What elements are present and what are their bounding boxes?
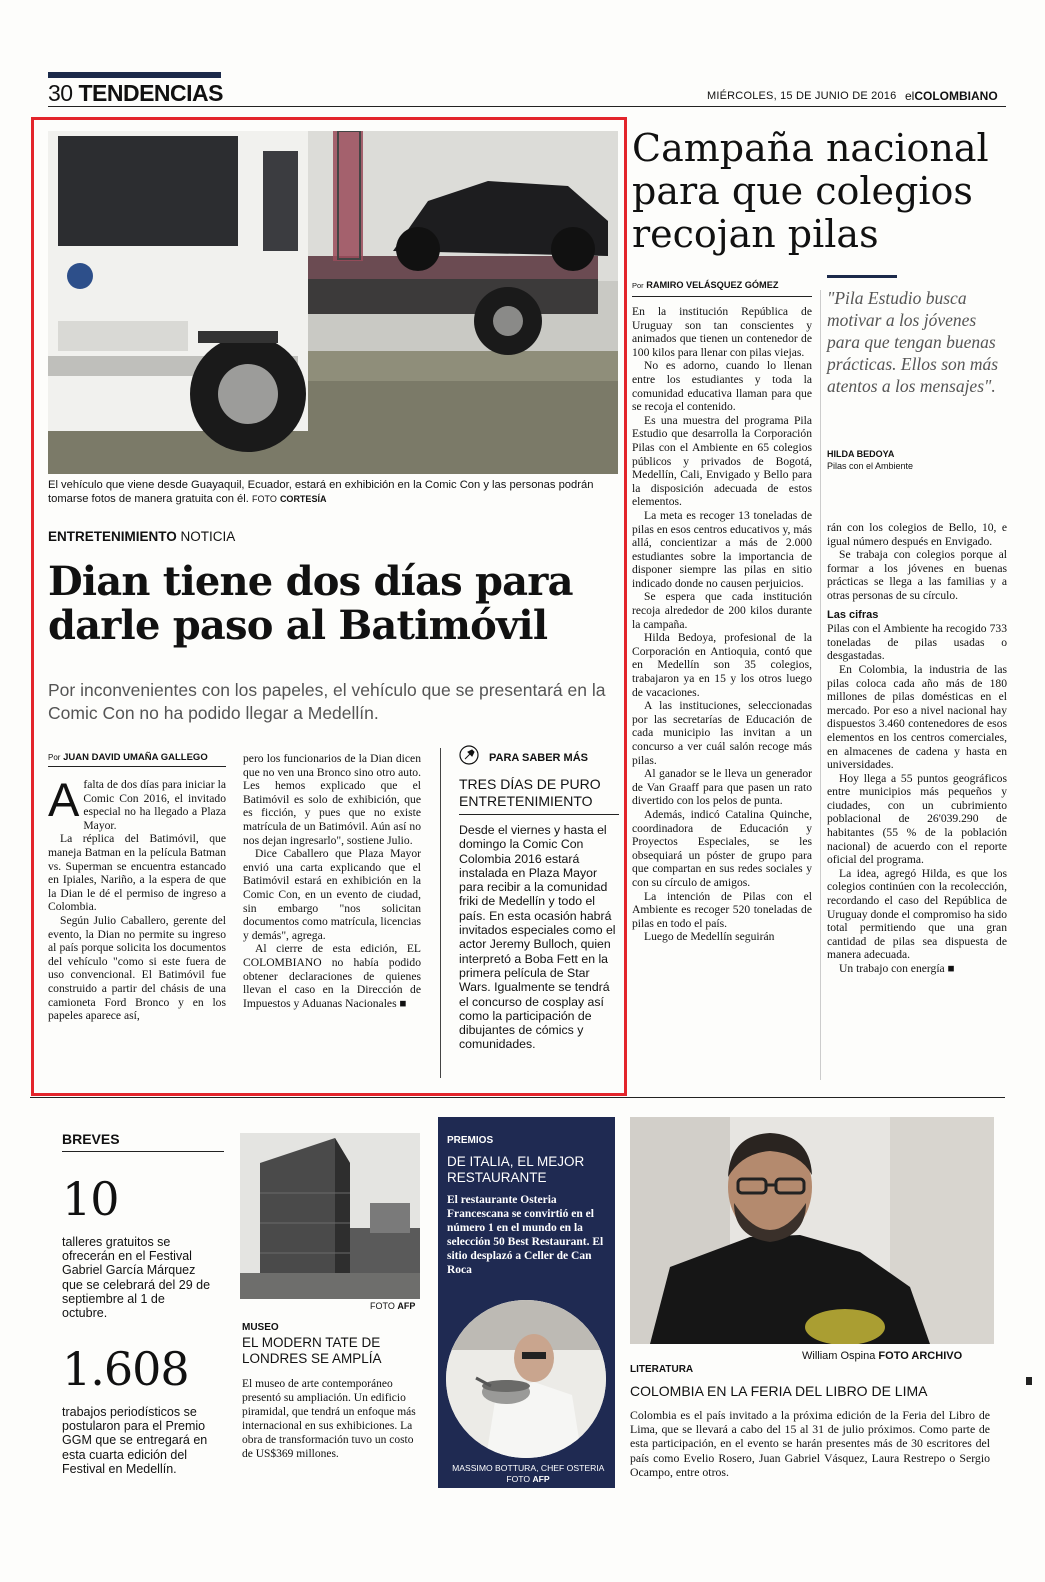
byline-rule (48, 766, 226, 767)
literatura-body: Colombia es el país invitado a la próxima edición de la Feria del Libro de Lima, que se llevará a cabo del 15 al 31 de julio próximos. Como parte de esta participación, en el evento se harán presentes más de 30 escritores del país como Evelio Rosero, Juan Gabriel Vásquez, Laura Restrepo o Sergio Ocampo, entre otros. (630, 1408, 990, 1479)
category-label: ENTRETENIMIENTO (48, 529, 177, 544)
caption-credit: CORTESÍA (279, 494, 327, 504)
writer-illustration (630, 1117, 994, 1344)
tate-credit-label: FOTO (370, 1301, 395, 1311)
right-end-mark: ■ (947, 962, 955, 975)
main-dek: Por inconvenientes con los papeles, el vehículo que se presentará en la Comic Con no ha podido llegar a Medellín. (48, 680, 606, 723)
right-column-2 (827, 521, 1007, 976)
quote-attribution-name: HILDA BEDOYA (827, 449, 895, 459)
pull-quote: "Pila Estudio busca motivar a los jóvenes para que tengan buenas prácticas. Ellos son más atentos a los mensajes". (827, 288, 999, 396)
photo-caption (48, 478, 618, 506)
rc2-paragraph-5: Hoy llega a 55 puntos geográficos entre municipios más pequeños y ciudades, con un cubrimiento poblacional de 26'039.290 de habitantes (55 % de la población nacional) de acuerdo con el reporte oficial del programa. (827, 771, 1007, 867)
col1-first-paragraph: falta de dos días para iniciar la Comic Con 2016, el invitado especial no ha llegado a Plaza Mayor. (83, 778, 226, 832)
writer-name: William Ospina (802, 1350, 876, 1362)
rc1-paragraph: Al ganador se le lleva un generador de Van Graaff para que pasen un rato divertido con los pelos de punta. (632, 767, 812, 808)
pin-icon (459, 745, 479, 770)
rc2-paragraph-1: rán con los colegios de Bello, 10, e igual número después en Envigado. (827, 521, 1007, 548)
byline-author: JUAN DAVID UMAÑA GALLEGO (63, 752, 208, 763)
rc1-paragraph: La meta es recoger 13 toneladas de pilas en esos centros educativos y, más allá, concientizar a más de 2.000 estudiantes sobre la importancia de disponer siempre las pilas en sitio indicado donde no causen perjuicios. (632, 508, 812, 590)
page-number: 30 (48, 80, 73, 106)
truck-illustration (48, 131, 618, 474)
right-column-divider (820, 290, 821, 1080)
breves-text-2: trabajos periodísticos se postularon para el Premio GGM que se entregará en esta cuarta edición del Festival en Medellín. (62, 1405, 208, 1476)
section-header (48, 80, 223, 107)
rc1-paragraph: Se espera que cada institución recoja alrededor de 200 kilos durante la campaña. (632, 590, 812, 631)
quote-attribution-role: Pilas con el Ambiente (827, 461, 914, 471)
quote-bar (827, 275, 897, 278)
right-byline-rule (632, 296, 812, 297)
rc1-paragraph: A las instituciones, seleccionadas por las secretarías de Educación de cada municipio las invitan a un concurso a ver cuál salón recoge más pilas. (632, 699, 812, 767)
sidebar-title: TRES DÍAS DE PURO ENTRETENIMIENTO (459, 776, 619, 815)
col1-paragraph-3: Según Julio Caballero, gerente del evento, la Dian no permite su ingreso al país porque solicita los documentos del vehículo "como si este fuera de uso convencional. El Batimóvil fue construido a partir del chásis de una camioneta Ford Bronco y en los papeles aparece así, (48, 913, 226, 1023)
category-type: NOTICIA (180, 529, 236, 544)
rc1-paragraph: Es una muestra del programa Pila Estudio que desarrolla la Corporación Pilas con el Ambiente en 65 colegios públicos y privados de Bogotá, Medellín, Cali, Envigado y Bello para la disposición adecuada de estos elementos. (632, 413, 812, 509)
brand-name: COLOMBIANO (914, 89, 998, 103)
chef-illustration (446, 1300, 606, 1458)
breves-label: BREVES (62, 1131, 120, 1147)
premios-label: PREMIOS (447, 1135, 494, 1146)
drop-cap: A (48, 773, 80, 826)
premios-body: El restaurante Osteria Francescana se convirtió en el número 1 en el mundo en la selección 50 Best Restaurant. El sitio desplazó a Celler de Can Roca (447, 1194, 604, 1276)
sidebar-divider (440, 748, 441, 1078)
museo-body: El museo de arte contemporáneo presentó su ampliación. Un edificio piramidal, que tendrá un enfoque más internacional en sus exhibiciones. La obra de transformación tuvo un costo de US$369 millones. (242, 1378, 416, 1460)
rc1-paragraph: En la institución República de Uruguay son tan conscientes y animados que tienen un contenedor de 100 kilos para llenar con pilas viejas. (632, 305, 812, 359)
right-headline: Campaña nacional para que colegios recojan pilas (632, 126, 989, 256)
tate-credit-source: AFP (397, 1301, 416, 1311)
rc1-paragraph: Hilda Bedoya, profesional de la Corporación en Antioquia, contó que en Medellín son 35 colegios, trabajaron ya en 15 y los otros luego de vacaciones. (632, 631, 812, 699)
rc1-paragraph: Además, indicó Catalina Quinche, coordinadora de Educación y Proyectos Especiales, se les obsequiará un póster de grupo para que compartan en sus redes sociales y con su círculo de amigos. (632, 807, 812, 889)
rc2-paragraph-6: La idea, agregó Hilda, es que los colegios continúen con la recolección, recordando el caso del República de Uruguay donde el compromiso ha sido total permitiendo que una gran cantidad de pilas sea dispuesta de manera adecuada. (827, 866, 1007, 962)
right-byline (632, 280, 778, 290)
museo-label: MUSEO (242, 1322, 279, 1333)
col1-paragraph-2: La réplica del Batimóvil, que maneja Batman en la película Batman vs. Superman se encuentra estancado en Ipiales, Nariño, a la espera de que la Dian le dé el permiso de ingreso a Colombia. (48, 832, 226, 914)
rc2-paragraph-4: En Colombia, la industria de las pilas coloca cada año más de 180 millones de pilas domésticas en el mercado. Por eso a nivel nacional hay dispuestos 3.460 contenedores de esos elementos en los centros comerciales, en almacenes de cadena y hasta en universidades. (827, 662, 1007, 772)
breves-text-1: talleres gratuitos se ofrecerán en el Festival Gabriel García Márquez que se celebrará del 29 de septiembre al 1 de octubre. (62, 1235, 211, 1321)
literatura-label: LITERATURA (630, 1364, 694, 1375)
breves-rule (62, 1151, 224, 1152)
sidebar-label: PARA SABER MÁS (489, 751, 589, 764)
right-byline-prefix: Por (632, 281, 644, 290)
main-byline (48, 752, 208, 763)
rc1-paragraph: La intención de Pilas con el Ambiente es recoger 520 toneladas de pilas en todo el país. (632, 889, 812, 930)
article-category (48, 529, 235, 544)
main-column-1 (48, 773, 226, 1023)
chef-photo (446, 1300, 606, 1458)
sidebar-body: Desde el viernes y hasta el domingo la Comic Con Colombia 2016 estará instalada en Plaza Mayor para recibir a la comunidad friki de Medellín y todo el país. En esta ocasión habrá invitados especiales como el actor Jeremy Bulloch, quien interpretó a Boba Fett en la primera película de Star Wars. Igualmente se tendrá el concurso de cosplay así como la participación de dibujantes de cómics y comunidades. (459, 823, 616, 1052)
byline-prefix: Por (48, 753, 61, 762)
issue-date: MIÉRCOLES, 15 DE JUNIO DE 2016 (707, 90, 897, 102)
section-top-bar (48, 72, 221, 78)
rc1-paragraph: No es adorno, cuando lo llenan entre los estudiantes y toda la comunidad educativa llaman para que se recoja el contenido. (632, 359, 812, 414)
main-headline: Dian tiene dos días para darle paso al Batimóvil (48, 558, 573, 649)
tate-photo-credit (370, 1301, 415, 1311)
batimovil-truck-photo (48, 131, 618, 474)
section-name: TENDENCIAS (78, 80, 223, 106)
writer-photo-credit (802, 1350, 962, 1362)
brand-prefix: el (905, 89, 915, 103)
margin-mark (1026, 1377, 1032, 1385)
chef-caption-credit: AFP (532, 1474, 550, 1484)
rc2-paragraph-3: Pilas con el Ambiente ha recogido 733 toneladas de pilas usadas o desgastadas. (827, 622, 1007, 663)
right-byline-author: RAMIRO VELÁSQUEZ GÓMEZ (646, 280, 779, 290)
breves-number-2: 1.608 (62, 1342, 189, 1396)
breves-number-1: 10 (62, 1172, 119, 1226)
bottom-section-rule (30, 1097, 1005, 1098)
caption-credit-label: FOTO (251, 494, 277, 504)
right-column-1 (632, 305, 812, 944)
writer-credit-source: FOTO ARCHIVO (878, 1350, 963, 1362)
chef-caption-name: MASSIMO BOTTURA, CHEF OSTERIA (452, 1463, 604, 1473)
col2-paragraph-1: pero los funcionarios de la Dian dicen que no ven una Bronco sino otro auto. Les hemos explicado que el Batimóvil es solo de exhibición, que es ficción, y pues que no existe matrícula de un Batimóvil. Aún así no nos dejan ingresarlo", sostiene Julio. (243, 752, 421, 847)
premios-title: DE ITALIA, EL MEJOR RESTAURANTE (447, 1154, 585, 1185)
chef-caption-credit-label: FOTO (506, 1474, 531, 1484)
rc2-paragraph-7: Un trabajo con energía (839, 962, 945, 975)
end-mark: ■ (399, 996, 407, 1010)
william-ospina-photo (630, 1117, 994, 1344)
masthead-brand (905, 89, 998, 103)
col2-paragraph-3: Al cierre de esta edición, EL COLOMBIANO no había podido obtener declaraciones de quienes llevan el caso en la Dirección de Impuestos y Aduanas Nacionales (243, 942, 421, 1010)
rc2-subhead: Las cifras (827, 608, 879, 621)
header-rule (48, 106, 1006, 107)
chef-caption (448, 1463, 608, 1485)
rc1-paragraph: Luego de Medellín seguirán (644, 930, 775, 944)
sidebar-box (459, 745, 619, 1052)
literatura-title: COLOMBIA EN LA FERIA DEL LIBRO DE LIMA (630, 1383, 928, 1399)
caption-text: El vehículo que viene desde Guayaquil, Ecuador, estará en exhibición en la Comic Con y las personas podrán tomarse fotos de manera gratuita con él. (48, 479, 594, 505)
col2-paragraph-2: Dice Caballero que Plaza Mayor envió una carta explicando que el Batimóvil estará en exhibición en la Comic Con, en un evento de ciudad, sin embargo "nos solicitan documentos como matrícula, licencias y demás", agrega. (243, 847, 421, 942)
tate-modern-photo (240, 1133, 420, 1299)
main-column-2 (243, 752, 421, 1010)
museo-title: EL MODERN TATE DE LONDRES SE AMPLÍA (242, 1335, 382, 1366)
rc2-paragraph-2: Se trabaja con colegios porque al formar a los jóvenes en buenas prácticas se llega a las familias y a otras personas de su círculo. (827, 548, 1007, 602)
tate-illustration (240, 1133, 420, 1299)
